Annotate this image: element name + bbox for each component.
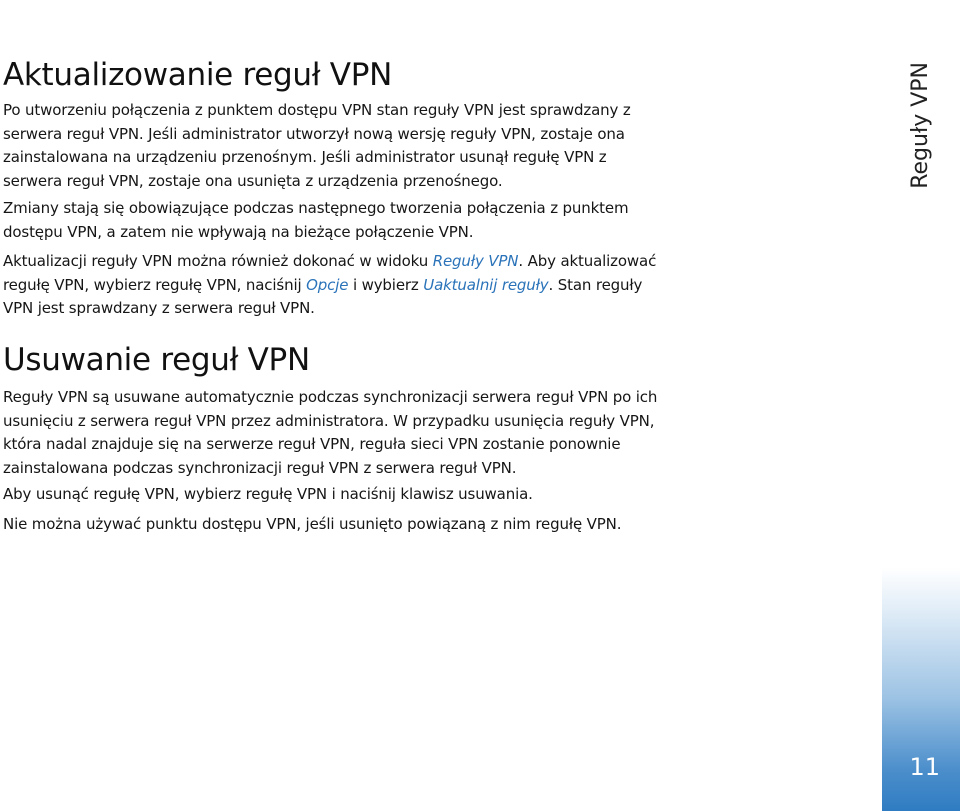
chapter-title: Reguły VPN: [908, 62, 933, 189]
paragraph-delete-warning: Nie można używać punktu dostępu VPN, jeśli usunięto powiązaną z nim regułę VPN.: [3, 515, 622, 533]
paragraph-update-effect: Zmiany stają się obowiązujące podczas następnego tworzenia połączenia z punktem dostępu VPN, a zatem nie wpływają na bieżące połączenie VPN.: [3, 199, 629, 241]
section-title-update: Aktualizowanie reguł VPN: [3, 57, 392, 93]
menu-reference-update-policies: Uaktualnij reguły: [423, 275, 549, 294]
menu-reference-options: Opcje: [306, 275, 349, 294]
text-run: Aktualizacji reguły VPN można również dokonać w widoku: [3, 252, 433, 270]
text-run: i wybierz: [348, 275, 424, 294]
paragraph-delete-manual: Aby usunąć regułę VPN, wybierz regułę VPN i naciśnij klawisz usuwania.: [3, 485, 533, 503]
text-run: . Stan reguły VPN jest sprawdzany z serwera reguł VPN.: [3, 275, 643, 318]
section-title-delete: Usuwanie reguł VPN: [3, 342, 310, 378]
paragraph-update-manual: [3, 250, 663, 321]
menu-reference-vpn-policies: Reguły VPN: [432, 252, 519, 270]
paragraph-delete-auto: Reguły VPN są usuwane automatycznie podczas synchronizacji serwera reguł VPN po ich usunięciu z serwera reguł VPN przez administratora. W przypadku usunięcia reguły VPN, która nadal znajduje się na serwerze reguł VPN, reguła sieci VPN zostanie ponownie zainstalowana podczas synchronizacji reguł VPN z serwera reguł VPN.: [3, 388, 658, 477]
chapter-sidebar: [882, 0, 960, 811]
page-number: 11: [909, 753, 940, 781]
text-run: . Aby aktualizować regułę VPN, wybierz regułę VPN, naciśnij: [3, 252, 657, 294]
paragraph-update-status: Po utworzeniu połączenia z punktem dostępu VPN stan reguły VPN jest sprawdzany z serwera reguł VPN. Jeśli administrator utworzył nową wersję reguły VPN, zostaje ona zainstalowana na urządzeniu przenośnym. Jeśli administrator usunął regułę VPN z serwera reguł VPN, zostaje ona usunięta z urządzenia przenośnego.: [3, 101, 631, 190]
